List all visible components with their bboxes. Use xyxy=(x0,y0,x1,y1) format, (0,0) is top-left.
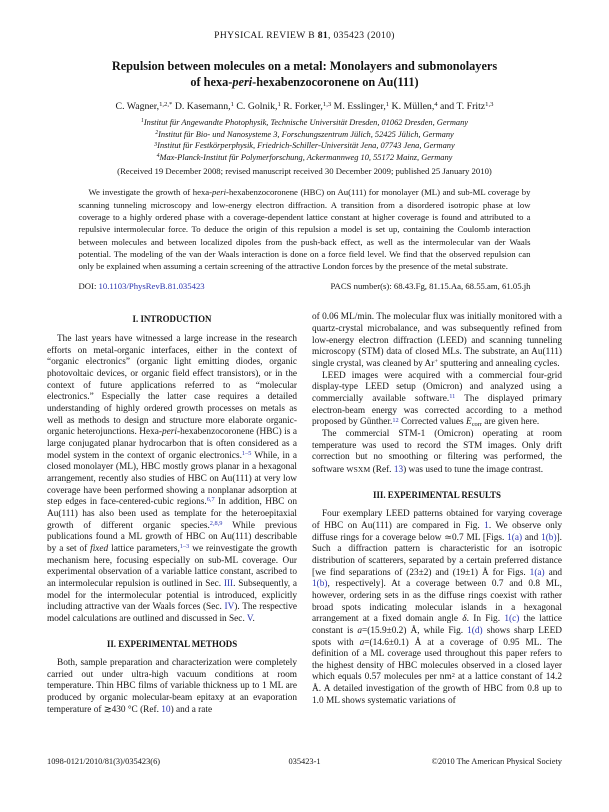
text-segment: lattice parameters, xyxy=(108,543,180,554)
inline-reference-link[interactable]: 1(a) xyxy=(507,532,523,543)
text-segment: a xyxy=(357,625,362,636)
right-column xyxy=(312,312,562,736)
inline-reference-link[interactable]: III xyxy=(223,578,234,589)
text-segment: peri xyxy=(212,187,227,198)
text-segment: of 0.06 ML/min. The molecular flux was initially monitored with a quartz-crystal microbalance, and was subsequently refined from low-energy electron diffraction (LEED) and scanning tunneling microscopy (STM) data of closed MLs. The substrate, an Au(111) single crystal, was cleaned by Ar xyxy=(312,312,562,370)
inline-reference-link[interactable]: 1(b) xyxy=(541,532,557,543)
text-segment: C. Wagner, xyxy=(115,101,160,112)
text-segment: 1,2,* xyxy=(159,101,173,109)
text-segment: Both, sample preparation and characterization were completely carried out under ultra-high vacuum conditions at room temperature. Thin HBC films of variable thickness up to 1 ML are produced by organic molecular-beam epitaxy at an evaporation temperature of ≳430 °C (Ref. xyxy=(47,658,297,715)
text-segment: and xyxy=(544,567,562,578)
text-segment: and xyxy=(522,532,542,543)
text-segment: . We observe only diffuse rings for a coverage below ≃0.7 ML [Figs. xyxy=(312,520,562,543)
abstract xyxy=(79,186,531,272)
text-segment: Four exemplary LEED patterns obtained for varying coverage of HBC on Au(111) are compared in Fig. xyxy=(312,509,562,531)
section-heading-experimental-methods: II. EXPERIMENTAL METHODS xyxy=(106,638,238,649)
text-segment: . In Fig. xyxy=(466,614,505,625)
text-segment: In addition, HBC on Au(111) has also been used as template for the heteroepitaxial growth of different organic species. xyxy=(47,497,297,531)
text-segment: We investigate the growth of hexa- xyxy=(88,187,213,198)
text-segment: 1 xyxy=(230,101,234,109)
doi-pacs-line xyxy=(79,281,531,291)
text-segment: the lattice constant is xyxy=(312,614,562,636)
text-segment: 2 xyxy=(451,671,455,679)
text-segment: Max-Planck-Institut für Polymerforschung, Ackermannweg 10, 55172 Mainz, Germany xyxy=(159,152,453,162)
text-segment: are given here. xyxy=(481,417,540,428)
text-segment: a xyxy=(359,637,365,648)
affiliation-3 xyxy=(47,140,562,152)
text-segment: Institut für Bio- und Nanosysteme 3, Forschungszentrum Jülich, 52425 Jülich, Germany xyxy=(158,129,454,139)
inline-reference-link[interactable]: 1(d) xyxy=(467,625,483,636)
text-segment: -hexabenzocoronene (HBC) on Au(111) for monolayer (ML) and sub-ML coverage by scanning tunneling microscopy and low-energy electron diffraction. A transition from a disordered isotropic phase at low coverage to a highly ordered phase with a coverage-dependent lattice constant at higher coverage is found and attributed to a repulsive intermolecular force. To deduce the origin of this repulsion a model is set up, containing the Coulomb interaction between molecules and between localized dipoles from the push-back effect, as well as the intermolecular van der Waals potential. The modeling of the van der Waals interaction is done on a force field level. We find that the observed repulsion can only be explained when assuming a certain screening of the attractive London forces by the presence of the metal substrate. xyxy=(78,187,531,272)
text-segment: D. Kasemann, xyxy=(172,101,231,112)
affiliations xyxy=(47,117,562,163)
copyright: ©2010 The American Physical Society xyxy=(431,757,562,766)
text-segment: ) was used to tune the image contrast. xyxy=(403,464,544,475)
inline-reference-link[interactable]: 1–3 xyxy=(179,543,190,551)
inline-reference-link[interactable]: 1 xyxy=(484,520,489,531)
inline-reference-link[interactable]: 1(a) xyxy=(529,567,545,578)
introduction-paragraph xyxy=(47,334,297,625)
inline-reference-link[interactable]: 1–5 xyxy=(241,449,252,457)
text-segment: K. Müllen, xyxy=(389,101,435,112)
text-segment: =(15.9±0.2) Å, while Fig. xyxy=(361,625,468,636)
text-segment: fixed xyxy=(90,543,109,554)
issn-info: 1098-0121/2010/81(3)/035423(6) xyxy=(47,757,161,766)
text-segment: 4 xyxy=(156,153,160,160)
text-segment: peri xyxy=(162,427,177,438)
text-segment: C. Golnik, xyxy=(233,101,278,112)
text-segment: (Ref. xyxy=(370,464,394,475)
text-segment: PHYSICAL REVIEW B xyxy=(214,30,318,41)
title-line-2 xyxy=(190,75,418,89)
left-column xyxy=(47,312,297,736)
title-line-1: Repulsion between molecules on a metal: Monolayers and submonolayers xyxy=(111,59,498,73)
paper-title xyxy=(47,59,562,90)
body-columns xyxy=(47,312,562,736)
author-list xyxy=(47,101,562,112)
text-segment: 2 xyxy=(155,130,159,137)
text-segment: ]. Such a diffraction pattern is characteristic for an isotropic distribution of scatterers, separated by a certain preferred distance [we find separations of (23±2) and (19±1) Å for Figs. xyxy=(312,532,562,578)
text-segment: The last years have witnessed a large increase in the research efforts on metal-organic interfaces, either in the context of “organic electronics” (organic light emitting diodes, organic photovoltaic devices, or organic field effect transistors), or in the context of future applications referred to as “molecular electronics.” Especially the latter case requires a detailed understanding of highly ordered growth processes on metals as well as methods to design and structure more elaborate organic-organic heterojunctions. Hexa- xyxy=(47,334,297,438)
text-segment: , respectively]. At a coverage between 0.7 and 0.8 ML, however, ordering sets in as the diffuse rings coexist with rather broad spots indicating molecular islands in a hexagonal arrangement at a fixed domain angle xyxy=(312,579,562,625)
text-segment: =(14.6±0.1) Å at a coverage of 0.95 ML. The definition of a ML coverage used throughout this paper refers to the highest density of HBC molecules observed in a closed layer which equals 0.57 molecules per nm xyxy=(312,637,562,683)
methods-paragraph-1 xyxy=(47,658,297,716)
doi-group xyxy=(79,281,205,291)
text-segment: R. Forker, xyxy=(280,101,323,112)
doi-link[interactable]: 10.1103/PhysRevB.81.035423 xyxy=(98,281,205,292)
inline-reference-link[interactable]: IV xyxy=(224,602,235,613)
text-segment: LEED images were acquired with a commercial four-grid display-type LEED setup (Omicron) and analyzed using a commercially available software. xyxy=(312,370,562,405)
text-segment: WSXM xyxy=(346,464,371,474)
text-segment: The commercial STM-1 (Omicron) operating at room temperature was used to record the STM images. Only drift correction but no smoothing or filtering was performed, the software xyxy=(312,429,562,475)
text-segment: + xyxy=(434,358,438,366)
inline-reference-link[interactable]: 6,7 xyxy=(206,496,215,504)
text-segment: The displayed primary electron-beam energy was corrected according to a method proposed by Günther. xyxy=(312,394,562,428)
text-segment: sputtering and annealing cycles. xyxy=(437,359,560,370)
text-segment: E xyxy=(466,417,472,428)
text-segment: 3 xyxy=(154,141,158,148)
journal-header xyxy=(47,30,562,41)
text-segment: of hexa- xyxy=(190,74,233,89)
text-segment: While, in a closed monolayer (ML), HBC mostly grows planar in a hexagonal arrangement, recently also studies of HBC on Au(111) at very low coverage have been performed showing a nonplanar adsorption at step edges in face-centered-cubic regions. xyxy=(47,450,297,508)
section-heading-introduction: I. INTRODUCTION xyxy=(132,314,212,325)
text-segment: and T. Fritz xyxy=(437,101,486,112)
text-segment: . Subsequently, a model for the intermolecular potential is introduced, explicitly including attractive van der Waals forces (Sec. xyxy=(47,578,298,613)
inline-reference-link[interactable]: 2,8,9 xyxy=(209,519,223,527)
methods-paragraph-1-continued xyxy=(312,312,562,370)
affiliation-4 xyxy=(47,152,562,164)
inline-reference-link[interactable]: 13 xyxy=(393,464,404,475)
inline-reference-link[interactable]: 11 xyxy=(449,393,456,401)
text-segment: 81 xyxy=(317,30,329,41)
text-segment: shows sharp LEED spots with xyxy=(312,625,562,648)
page-number: 035423-1 xyxy=(288,757,321,766)
text-segment: Institut für Angewandte Photophysik, Technische Universität Dresden, 01062 Dresden, Germany xyxy=(143,118,468,127)
affiliation-1 xyxy=(47,117,562,129)
text-segment: -hexabenzocoronene on Au(111) xyxy=(252,74,419,89)
text-segment: Institut für Festkörperphysik, Friedrich-Schiller-Universität Jena, 07743 Jena, Germany xyxy=(157,141,455,151)
text-segment: -hexabenzocoronene (HBC) is a large conjugated planar hydrocarbon that is often considered as a model system in the context of organic electronics. xyxy=(47,427,297,461)
text-segment: at a lattice constant of 14.2 Å. A detailed investigation of the growth of HBC from 0.8 up to 1.0 ML shows systematic variations of xyxy=(312,672,562,706)
inline-reference-link[interactable]: 1(c) xyxy=(504,614,520,625)
text-segment: ). The respective model calculations are outlined and discussed in Sec. xyxy=(47,602,297,624)
text-segment: While previous publications found a ML growth of HBC on Au(111) describable by a set of xyxy=(47,520,297,554)
text-segment: 4 xyxy=(434,101,438,109)
text-segment: 1,3 xyxy=(485,101,494,109)
page-footer xyxy=(47,757,562,766)
text-segment: . xyxy=(252,613,255,624)
inline-reference-link[interactable]: 1(b) xyxy=(312,579,328,590)
text-segment: 1 xyxy=(385,101,390,109)
text-segment: corr xyxy=(471,421,482,429)
text-segment: ) and a rate xyxy=(170,704,213,715)
methods-paragraph-2 xyxy=(312,371,562,429)
text-segment: peri xyxy=(232,74,253,89)
inline-reference-link[interactable]: V xyxy=(246,613,253,624)
text-segment: 1 xyxy=(141,118,144,125)
text-segment: M. Esslinger, xyxy=(331,101,386,112)
text-segment: δ xyxy=(462,614,467,625)
text-segment: Corrected values xyxy=(398,417,467,428)
inline-reference-link[interactable]: 10 xyxy=(161,704,171,715)
results-paragraph xyxy=(312,509,562,707)
pacs-numbers: PACS number(s): 68.43.Fg, 81.15.Aa, 68.55.am, 61.05.jh xyxy=(330,281,531,292)
received-dates: (Received 19 December 2008; revised manuscript received 30 December 2009; published 25 January 2010) xyxy=(117,166,492,177)
section-heading-experimental-results: III. EXPERIMENTAL RESULTS xyxy=(373,489,501,500)
inline-reference-link[interactable]: 12 xyxy=(392,416,399,424)
methods-paragraph-3 xyxy=(312,429,562,477)
text-segment: 1,3 xyxy=(322,101,332,109)
affiliation-2 xyxy=(47,129,562,141)
text-segment: , 035423 (2010) xyxy=(328,30,395,41)
text-segment: 1 xyxy=(277,101,281,109)
doi-label: DOI: xyxy=(78,281,99,292)
text-segment: we reinvestigate the growth mechanism here, focusing especially on sub-ML coverage. Our experimental observation of a variable lattice constant, ascribed to an intermolecular repulsion is outlined in Sec. xyxy=(47,543,297,589)
